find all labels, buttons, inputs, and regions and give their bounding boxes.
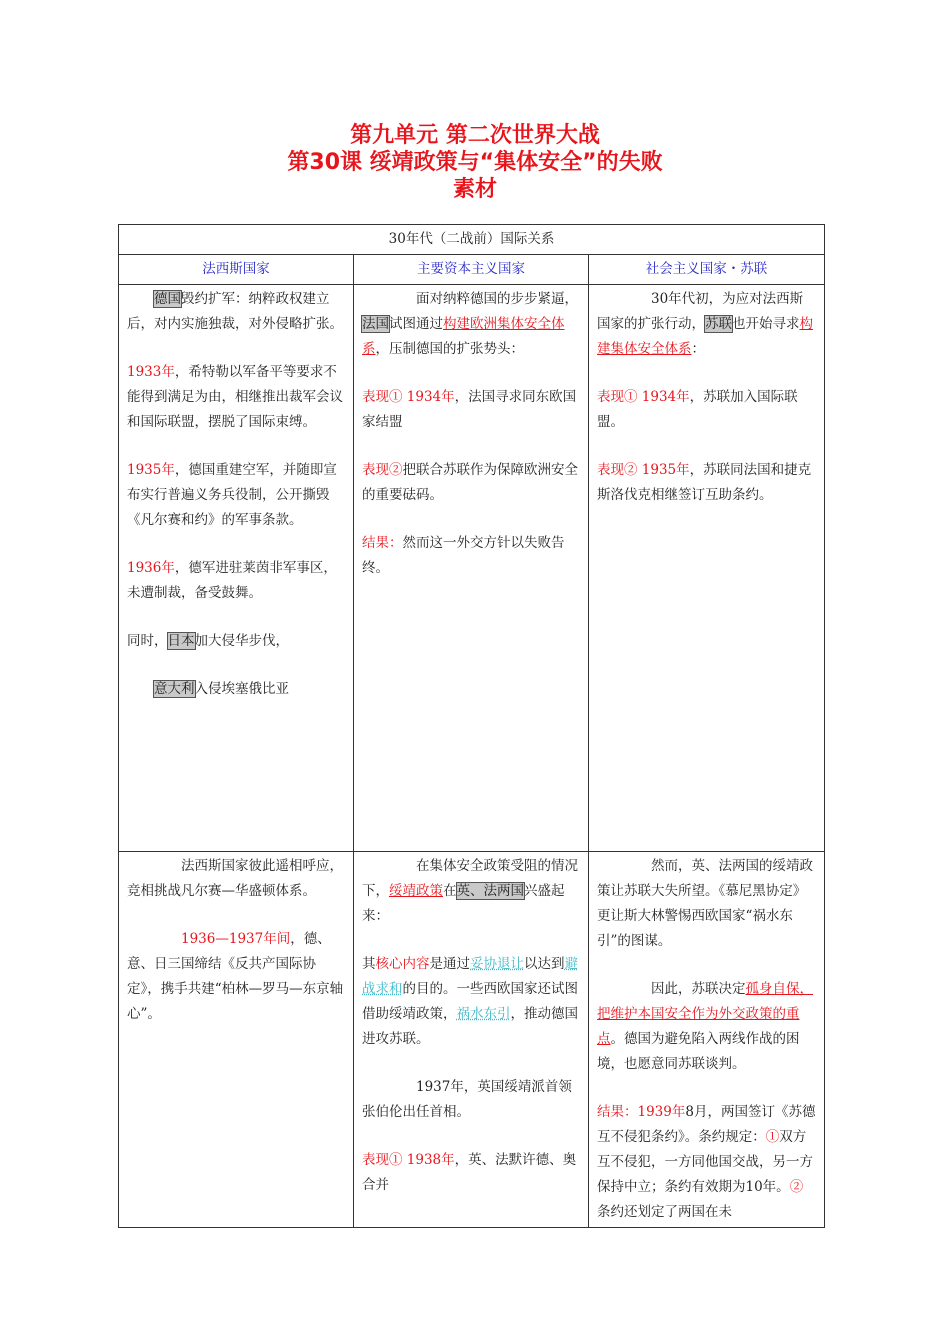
text: 条约还划定了两国在未 [597,1204,732,1220]
text: 以达到 [524,956,565,972]
underlined-text: 绥靖政策 [389,883,443,899]
text: 入侵埃塞俄比亚 [194,681,289,697]
text: 的目的。一些西欧国家还试图借助绥靖政策， [362,981,578,1022]
text: ，压制德国的扩张势头： [375,341,524,357]
material-title: 素材 [452,177,497,202]
text: ，苏联加入国际联盟。 [597,389,798,430]
text: ： [691,341,705,357]
underlined-text: 构建集体安全体系 [597,316,813,357]
cell-capitalist-2 [354,852,589,1228]
column-fascist: 法西斯国家 [119,255,354,285]
year-label: 1936年 [127,560,175,576]
lesson-title: 第30课 绥靖政策与“集体安全”的失败 [287,150,663,175]
cell-fascist-2 [119,852,354,1228]
text: 法西斯国家彼此遥相呼应，竞相挑战凡尔赛—华盛顿体系。 [127,858,343,899]
text: 然而这一外交方针以失败告终。 [362,535,565,576]
text: 毁约扩军：纳粹政权建立后，对内实施独裁，对外侵略扩张。 [127,291,343,332]
highlight-france: 法国 [362,316,389,332]
text: 其 [362,956,376,972]
text: ，德国重建空军，并随即宣布实行普遍义务兵役制，公开撕毁《凡尔赛和约》的军事条款。 [127,462,337,528]
text: 同时， [127,633,168,649]
text: 试图通过 [389,316,443,332]
text: 面对纳粹德国的步步紧逼， [416,291,578,307]
year-label: 1933年 [127,364,175,380]
text: 双方互不侵犯，一方同他国交战，另一方保持中立；条约有效期为10年。 [597,1129,813,1195]
cell-soviet-2 [589,852,825,1228]
label: 结果： [362,535,403,551]
label: 表现② [362,462,403,478]
dotted-text: 祸水东引 [456,1006,511,1022]
text: 加大侵华步伐， [194,633,289,649]
column-capitalist: 主要资本主义国家 [354,255,589,285]
text: 把联合苏联作为保障欧洲安全的重要砝码。 [362,462,578,503]
underlined-text: 孤身自保，把维护本国安全作为外交政策的重点 [597,981,813,1047]
year-label: 1935年 [127,462,175,478]
highlight-japan: 日本 [167,633,195,649]
label: 表现① 1934年 [362,389,455,405]
text: 8月，两国签订《苏德互不侵犯条约》。条约规定： [597,1104,816,1145]
text: ，推动德国进攻苏联。 [362,1006,578,1047]
text: 兴盛起来： [362,883,565,924]
highlight-ussr: 苏联 [705,316,732,332]
underlined-text: 构建欧洲集体安全体系 [362,316,565,357]
relations-table [118,224,825,1228]
dotted-text: 妥协退让 [470,956,524,972]
label: 表现① 1938年 [362,1152,455,1168]
year-label: 1936—1937年间 [181,931,291,947]
red-text: ① [765,1129,780,1145]
text: ，苏联同法国和捷克斯洛伐克相继签订互助条约。 [597,462,812,503]
column-soviet: 社会主义国家・苏联 [589,255,825,285]
text: 然而，英、法两国的绥靖政策让苏联大失所望。《慕尼黑协定》更让斯大林警惕西欧国家“祸水东引”的图谋。 [597,858,813,949]
label: 表现② 1935年 [597,462,690,478]
text: ，法国寻求同东欧国家结盟 [362,389,577,430]
unit-title: 第九单元 第二次世界大战 [350,123,600,148]
text: 在集体安全政策受阻的情况下， [362,858,578,899]
dotted-text: 避战求和 [362,956,578,997]
highlight-uk-france: 英、法两国 [456,883,524,899]
text: 因此，苏联决定 [651,981,746,997]
text: 在 [443,883,457,899]
red-text: ② [789,1179,804,1195]
cell-soviet-1 [589,285,825,852]
text: 是通过 [429,956,470,972]
table-header: 30年代（二战前）国际关系 [119,225,825,255]
highlight-germany: 德国 [154,291,181,307]
text: 。德国为避免陷入两线作战的困境，也愿意同苏联谈判。 [597,1031,800,1072]
text: ，英、法默许德、奥合并 [362,1152,577,1193]
text: 1937年，英国绥靖派首领张伯伦出任首相。 [362,1079,572,1120]
red-text: 核心内容 [375,956,430,972]
highlight-italy: 意大利 [154,681,195,697]
label: 结果：1939年 [597,1104,686,1120]
text: ，希特勒以军备平等要求不能得到满足为由，相继推出裁军会议和国际联盟，摆脱了国际束缚。 [127,364,343,430]
text: 30年代初，为应对法西斯国家的扩张行动， [597,291,804,332]
label: 表现① 1934年 [597,389,690,405]
cell-fascist-1 [119,285,354,852]
text: ，德军进驻莱茵非军事区，未遭制裁，备受鼓舞。 [127,560,337,601]
text: ，德、意、日三国缔结《反共产国际协定》，携手共建“柏林—罗马—东京轴心”。 [127,931,344,1022]
text: 也开始寻求 [732,316,800,332]
cell-capitalist-1 [354,285,589,852]
